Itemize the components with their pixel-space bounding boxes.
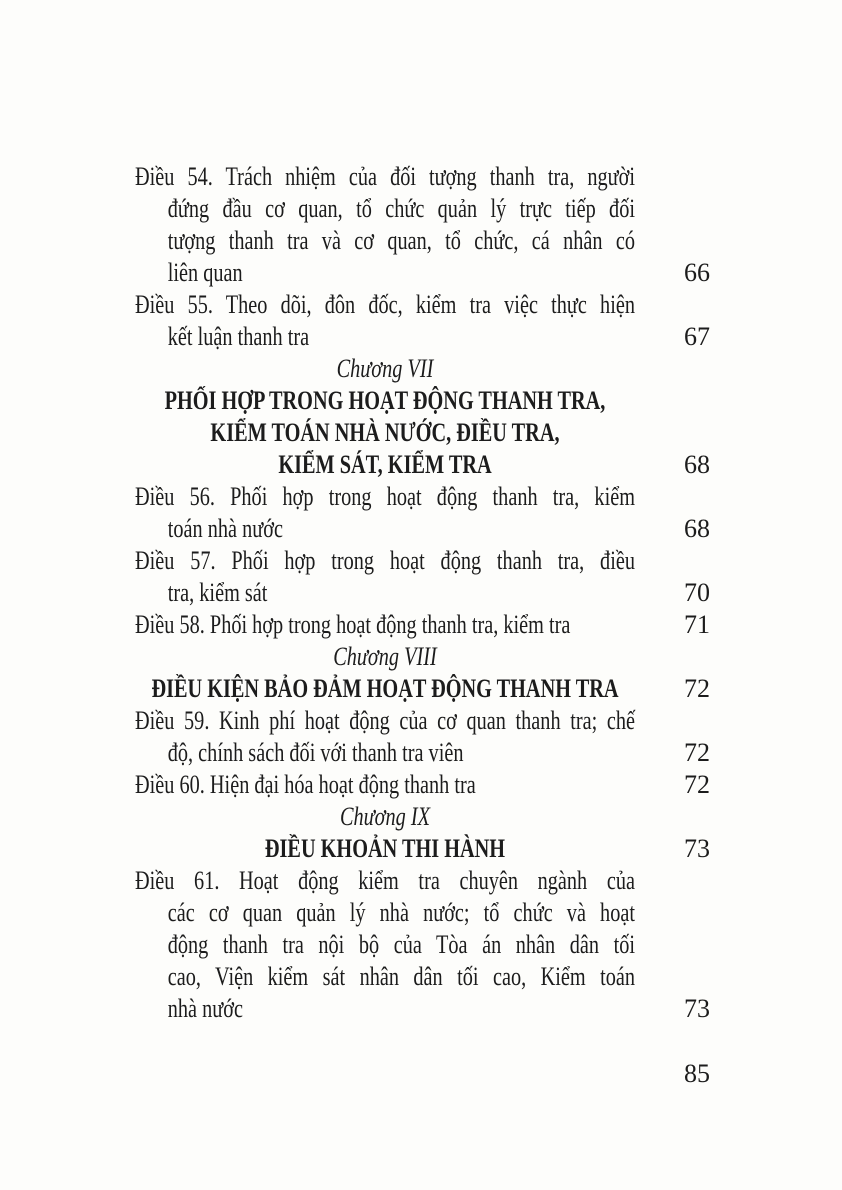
chapter-title-line bbox=[135, 673, 710, 705]
toc-entry-line bbox=[135, 225, 710, 257]
toc-entry-text: Điều 57. Phối hợp trong hoạt động thanh tra, điều bbox=[135, 546, 635, 575]
chapter-label-text: Chương VIII bbox=[333, 642, 437, 671]
toc-entry-text: cao, Viện kiểm sát nhân dân tối cao, Kiểm toán bbox=[167, 962, 635, 991]
toc-entry-text: đứng đầu cơ quan, tổ chức quản lý trực tiếp đối bbox=[167, 194, 635, 223]
toc-content bbox=[135, 161, 710, 1025]
chapter-label-line bbox=[135, 641, 710, 673]
toc-entry-text: tượng thanh tra và cơ quan, tổ chức, cá nhân có bbox=[167, 226, 635, 255]
toc-entry-text: kết luận thanh tra bbox=[167, 322, 310, 351]
folio-page-number: 85 bbox=[684, 1059, 710, 1088]
page-number: 68 bbox=[684, 450, 710, 479]
chapter-title-text: ĐIỀU KIỆN BẢO ĐẢM HOẠT ĐỘNG THANH TRA bbox=[151, 674, 619, 703]
toc-entry-line bbox=[135, 609, 710, 641]
chapter-label-text: Chương VII bbox=[336, 354, 434, 383]
page-number: 68 bbox=[684, 514, 710, 543]
chapter-title-text: KIỂM TOÁN NHÀ NƯỚC, ĐIỀU TRA, bbox=[210, 418, 560, 447]
chapter-title-line bbox=[135, 449, 710, 481]
toc-entry-text: các cơ quan quản lý nhà nước; tổ chức và hoạt bbox=[167, 898, 635, 927]
toc-entry-text: Điều 60. Hiện đại hóa hoạt động thanh tra bbox=[135, 770, 476, 799]
toc-entry-line bbox=[135, 705, 710, 737]
toc-entry-line bbox=[135, 577, 710, 609]
chapter-label-line bbox=[135, 353, 710, 385]
page-number: 72 bbox=[684, 674, 710, 703]
toc-entry-line bbox=[135, 865, 710, 897]
toc-entry-text: Điều 55. Theo dõi, đôn đốc, kiểm tra việc thực hiện bbox=[135, 290, 635, 319]
page-number: 72 bbox=[684, 770, 710, 799]
toc-entry-line bbox=[135, 161, 710, 193]
page-number: 70 bbox=[684, 578, 710, 607]
page-number: 67 bbox=[684, 322, 710, 351]
page-number: 73 bbox=[684, 834, 710, 863]
toc-entry-text: Điều 56. Phối hợp trong hoạt động thanh tra, kiểm bbox=[135, 482, 635, 511]
toc-entry-line bbox=[135, 321, 710, 353]
toc-entry-text: toán nhà nước bbox=[167, 514, 283, 543]
toc-entry-text: độ, chính sách đối với thanh tra viên bbox=[167, 738, 464, 767]
toc-entry-line bbox=[135, 193, 710, 225]
page-number: 73 bbox=[684, 994, 710, 1023]
toc-entry-line bbox=[135, 929, 710, 961]
chapter-title-text: KIỂM SÁT, KIỂM TRA bbox=[278, 450, 492, 479]
chapter-label-line bbox=[135, 801, 710, 833]
page-number: 72 bbox=[684, 738, 710, 767]
chapter-title-text: ĐIỀU KHOẢN THI HÀNH bbox=[264, 834, 506, 863]
toc-entry-text: nhà nước bbox=[167, 994, 243, 1023]
toc-entry-text: động thanh tra nội bộ của Tòa án nhân dân tối bbox=[167, 930, 635, 959]
toc-entry-line bbox=[135, 993, 710, 1025]
page-number: 71 bbox=[684, 610, 710, 639]
toc-entry-line bbox=[135, 897, 710, 929]
chapter-title-line bbox=[135, 417, 710, 449]
chapter-label-text: Chương IX bbox=[339, 802, 431, 831]
toc-entry-line bbox=[135, 481, 710, 513]
chapter-title-line bbox=[135, 833, 710, 865]
toc-entry-text: liên quan bbox=[167, 258, 243, 287]
toc-entry-line bbox=[135, 513, 710, 545]
toc-entry-line bbox=[135, 545, 710, 577]
toc-entry-text: Điều 54. Trách nhiệm của đối tượng thanh tra, người bbox=[135, 162, 635, 191]
toc-entry-text: Điều 58. Phối hợp trong hoạt động thanh tra, kiểm tra bbox=[135, 610, 571, 639]
toc-entry-text: tra, kiểm sát bbox=[167, 578, 268, 607]
toc-entry-line bbox=[135, 257, 710, 289]
toc-entry-line bbox=[135, 289, 710, 321]
toc-entry-line bbox=[135, 769, 710, 801]
page-number: 66 bbox=[684, 258, 710, 287]
toc-entry-text: Điều 61. Hoạt động kiểm tra chuyên ngành của bbox=[135, 866, 635, 895]
toc-entry-line bbox=[135, 961, 710, 993]
chapter-title-text: PHỐI HỢP TRONG HOẠT ĐỘNG THANH TRA, bbox=[164, 386, 606, 415]
toc-entry-line bbox=[135, 737, 710, 769]
toc-entry-text: Điều 59. Kinh phí hoạt động của cơ quan thanh tra; chế bbox=[135, 706, 635, 735]
chapter-title-line bbox=[135, 385, 710, 417]
